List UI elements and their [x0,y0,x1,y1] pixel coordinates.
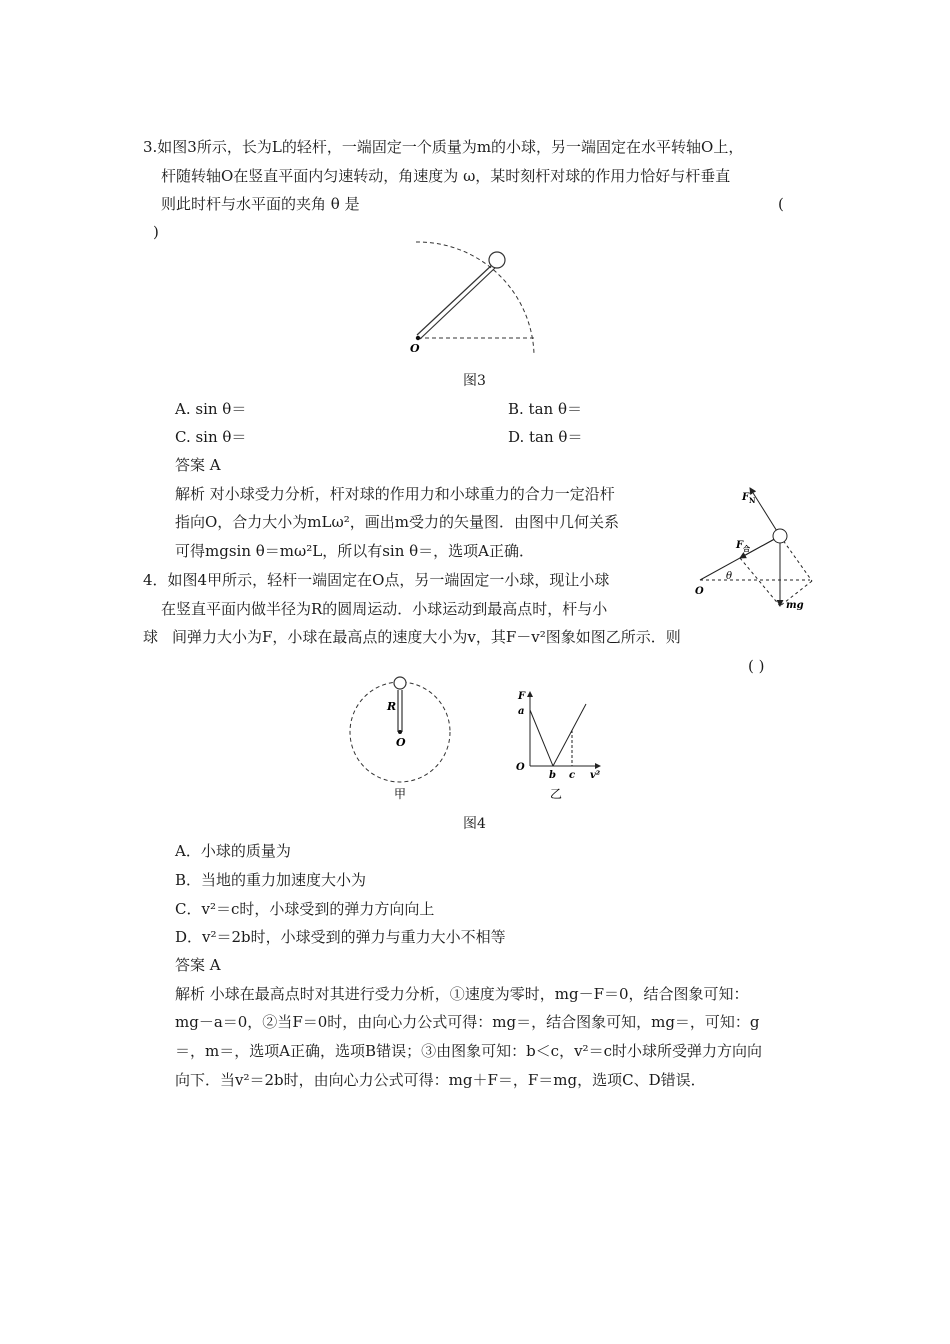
caption-jia: 甲 [394,787,407,801]
q3-bracket-open: ( [778,195,784,213]
label-theta: θ [726,571,733,582]
q4-analysis-2: mg－a＝0，②当F＝0时，由向心力公式可得：mg＝，结合图象可知，mg＝，可知：g [175,1013,760,1031]
q4-option-b: B．当地的重力加速度大小为 [175,871,367,889]
q4-option-d: D．v²＝2b时，小球受到的弹力与重力大小不相等 [175,928,506,946]
q3-option-b: B. tan θ＝ [508,400,582,418]
label-O: O [396,736,406,749]
rod-edge-1 [417,264,493,335]
q3-answer: 答案 A [175,456,221,474]
ball [773,529,787,543]
q3-line-3: 则此时杆与水平面的夹角 θ 是 [161,195,360,213]
label-FN: F [742,492,750,503]
q4-line-2: 在竖直平面内做半径为R的圆周运动．小球运动到最高点时，杆与小 [161,600,608,618]
graph-segment-2 [553,704,586,766]
q4-line-1: 4．如图4甲所示，轻杆一端固定在O点，另一端固定一小球，现让小球 [143,571,610,589]
force-vector-diagram [690,478,825,616]
q3-analysis-1: 解析 对小球受力分析，杆对球的作用力和小球重力的合力一定沿杆 [175,485,615,503]
figure-3-rotating-rod [400,234,550,356]
q4-analysis-1: 解析 小球在最高点时对其进行受力分析，①速度为零时，mg－F＝0，结合图象可知： [175,985,749,1003]
q4-option-a: A．小球的质量为 [175,842,291,860]
q4-answer: 答案 A [175,956,221,974]
q3-option-c: C. sin θ＝ [175,428,247,446]
figure-3-caption: 图3 [463,373,486,389]
ball [394,677,406,689]
label-F: F [518,691,526,702]
label-b: b [549,770,556,781]
q3-bracket-close: ) [153,223,159,241]
q4-option-c: C．v²＝c时，小球受到的弹力方向向上 [175,900,435,918]
q3-option-a: A. sin θ＝ [175,400,247,418]
q3-line-2: 杆随转轴O在竖直平面内匀速转动，角速度为 ω，某时刻杆对球的作用力恰好与杆垂直 [161,167,731,185]
q4-line-3: 间弹力大小为F，小球在最高点的速度大小为v，其F－v²图象如图乙所示．则 [172,628,681,646]
label-F-sub: 合 [743,544,750,553]
q3-line-1: 3.如图3所示，长为L的轻杆，一端固定一个质量为m的小球，另一端固定在水平转轴O上， [143,138,744,156]
dash-2 [740,558,780,606]
label-c: c [569,770,576,781]
figure-4-yi-F-v2-graph [508,684,608,804]
rod-edge-2 [420,267,496,339]
ball [489,252,505,268]
q4-line-3-prefix: 球 [143,628,159,646]
graph-segment-1 [530,710,553,766]
label-v2: v² [590,770,601,781]
label-FN-sub: N [749,496,756,505]
circular-path-arc [416,242,534,354]
dash-1 [780,536,812,581]
figure-4-jia-circular-motion [345,670,455,805]
pivot-point [398,730,402,734]
label-O: O [410,342,420,355]
label-O: O [516,762,525,773]
pivot-point [416,336,420,340]
label-O: O [695,586,704,597]
caption-yi: 乙 [550,787,563,801]
q3-analysis-3: 可得mgsin θ＝mω²L，所以有sin θ＝，选项A正确． [175,542,534,560]
q4-analysis-4: 向下．当v²＝2b时，由向心力公式可得：mg＋F＝，F＝mg，选项C、D错误． [175,1071,706,1089]
figure-4-caption: 图4 [463,816,486,832]
label-F: F [736,540,744,551]
q4-analysis-3: ＝，m＝，选项A正确，选项B错误；③由图象可知：b＜c，v²＝c时小球所受弹力方向向 [175,1042,762,1060]
label-mg: mg [786,600,804,611]
q3-analysis-2: 指向O，合力大小为mLω²，画出m受力的矢量图．由图中几何关系 [175,513,619,531]
label-a: a [518,706,525,717]
q4-bracket: ( ) [748,657,765,675]
label-R: R [387,700,397,713]
q3-option-d: D. tan θ＝ [508,428,583,446]
